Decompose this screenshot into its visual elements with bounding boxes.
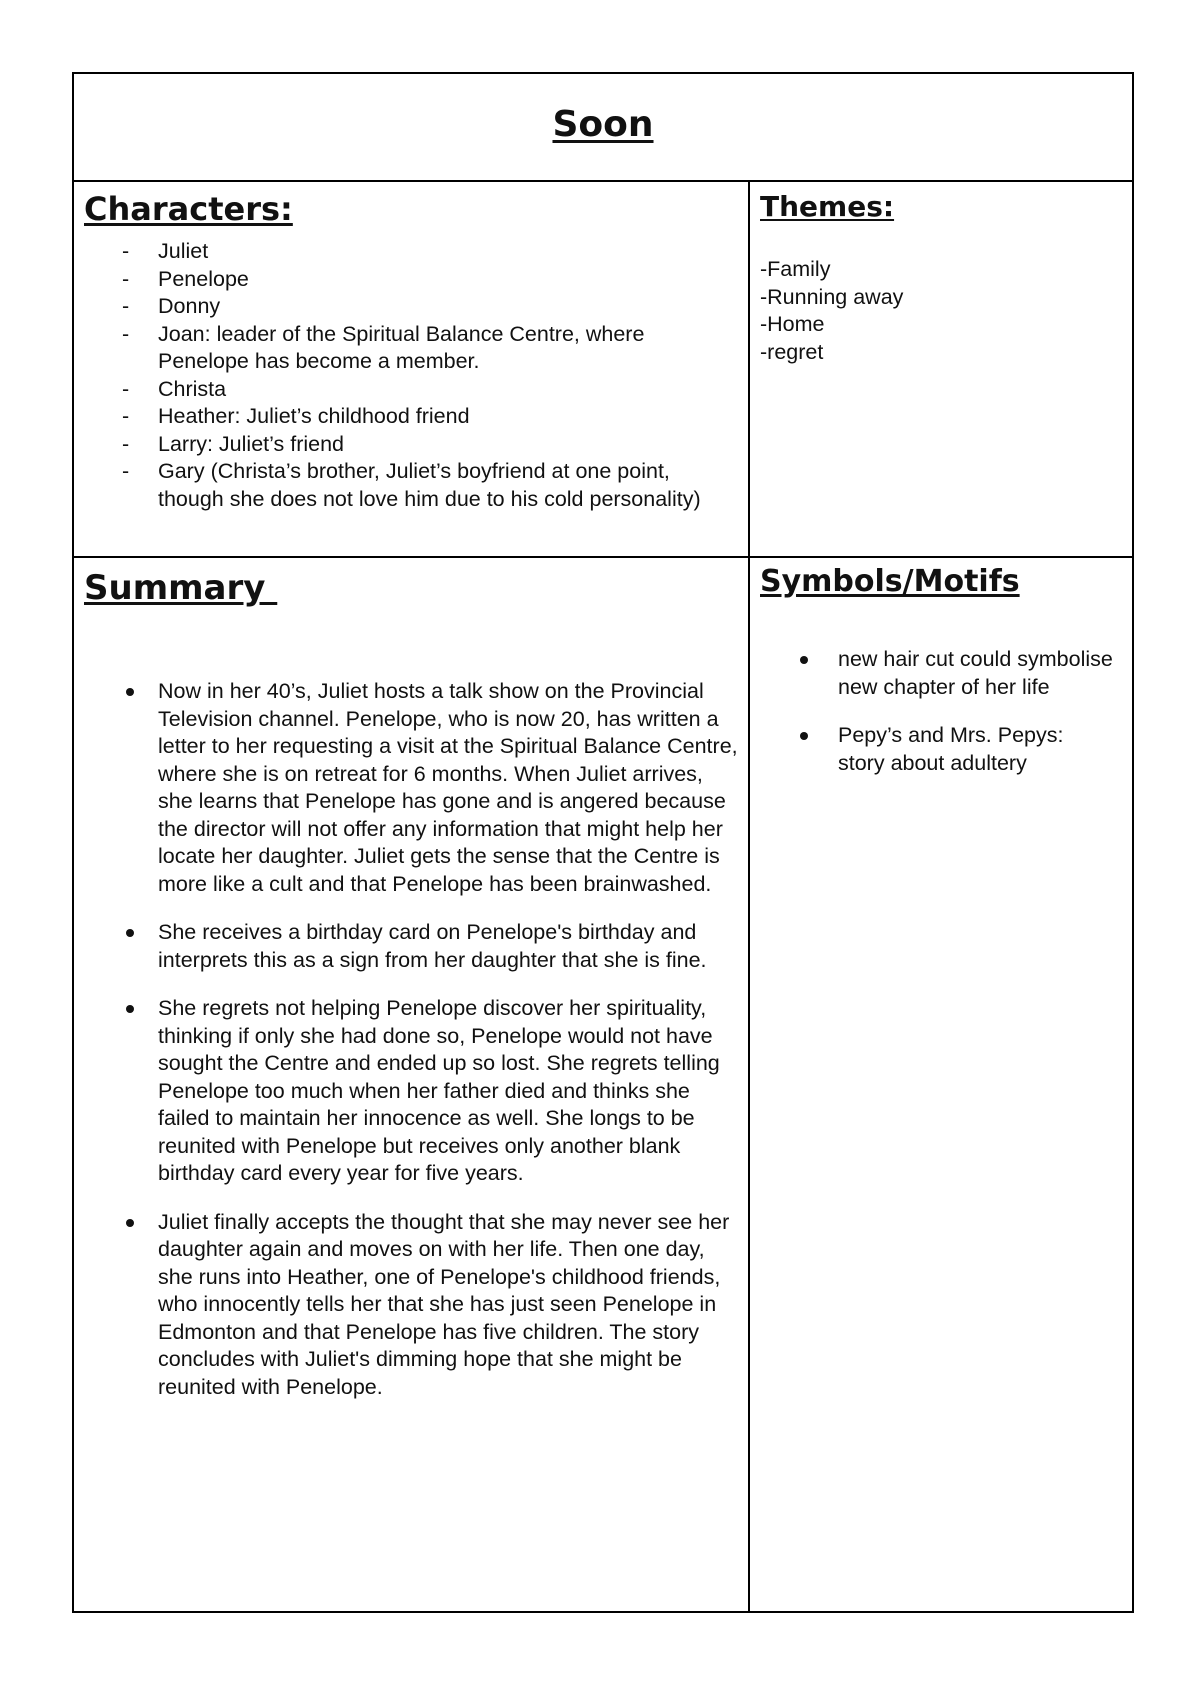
dash-marker: - bbox=[122, 376, 130, 401]
dash-marker: - bbox=[122, 321, 130, 346]
symbol-item: new hair cut could symbolise new chapter of her life bbox=[838, 647, 1113, 699]
symbols-heading: Symbols/Motifs bbox=[760, 564, 1020, 599]
characters-list bbox=[74, 238, 750, 513]
list-item bbox=[750, 722, 1132, 777]
list-item bbox=[74, 995, 750, 1188]
list-item bbox=[74, 238, 750, 266]
dash-marker: - bbox=[122, 266, 130, 291]
list-item bbox=[74, 403, 750, 431]
characters-cell bbox=[74, 182, 750, 558]
bullet-icon bbox=[126, 688, 134, 696]
themes-cell bbox=[750, 182, 1132, 558]
bullet-icon bbox=[800, 732, 808, 740]
bullet-icon bbox=[126, 929, 134, 937]
summary-paragraph: Now in her 40’s, Juliet hosts a talk show on the Provincial Television channel. Penelope, who is now 20, has written a letter to her requesting a visit at the Spiritual Balance Centre, where she is on retreat for 6 months. When Juliet arrives, she learns that Penelope has gone and is angered because the director will not offer any information that might help her locate her daughter. Juliet gets the sense that the Centre is more like a cult and that Penelope has been brainwashed. bbox=[158, 679, 738, 896]
character-name: Larry: Juliet’s friend bbox=[158, 431, 345, 456]
theme-item: -Family bbox=[760, 257, 831, 281]
document-title: Soon bbox=[552, 104, 654, 145]
list-item bbox=[74, 376, 750, 404]
dash-marker: - bbox=[122, 404, 130, 428]
list-item bbox=[74, 266, 750, 294]
summary-paragraph: She regrets not helping Penelope discover her spirituality, thinking if only she had done so, Penelope would not have sought the Centre and ended up so lost. She regrets telling Penelope too much when her father died and thinks she failed to maintain her innocence as well. She longs to be reunited with Penelope but receives only another blank birthday card every year for five years. bbox=[158, 996, 720, 1185]
list-item bbox=[74, 321, 750, 376]
list-item bbox=[74, 458, 750, 513]
list-item bbox=[74, 293, 750, 321]
dash-marker: - bbox=[122, 239, 130, 263]
character-name: Juliet bbox=[158, 239, 209, 263]
title-row bbox=[74, 74, 1132, 182]
summary-table bbox=[72, 72, 1134, 1613]
summary-paragraph: She receives a birthday card on Penelope's birthday and interprets this as a sign from her daughter that she is fine. bbox=[158, 920, 707, 972]
themes-heading: Themes: bbox=[760, 190, 895, 223]
bullet-icon bbox=[126, 1005, 134, 1013]
dash-marker: - bbox=[122, 294, 130, 318]
list-item bbox=[74, 1209, 750, 1402]
list-item bbox=[750, 646, 1132, 701]
symbol-item: Pepy’s and Mrs. Pepys: story about adultery bbox=[838, 723, 1064, 775]
character-name: Donny bbox=[158, 294, 221, 318]
symbols-list bbox=[750, 646, 1132, 798]
summary-cell bbox=[74, 558, 750, 1611]
bullet-icon bbox=[800, 656, 808, 664]
dash-marker: - bbox=[122, 431, 130, 456]
list-item bbox=[74, 678, 750, 898]
dash-marker: - bbox=[122, 459, 130, 483]
character-name: Christa bbox=[158, 376, 227, 401]
characters-heading: Characters: bbox=[84, 190, 293, 228]
character-name: Gary (Christa’s brother, Juliet’s boyfriend at one point, though she does not love him due to his cold personality) bbox=[158, 459, 701, 511]
theme-item: -Running away bbox=[760, 284, 904, 309]
list-item bbox=[74, 919, 750, 974]
summary-heading: Summary bbox=[84, 568, 278, 608]
themes-list bbox=[760, 256, 903, 366]
theme-item: -regret bbox=[760, 339, 824, 364]
summary-paragraph: Juliet finally accepts the thought that she may never see her daughter again and moves on with her life. Then one day, she runs into Heather, one of Penelope's childhood friends, who innocently tells her that she has just seen Penelope in Edmonton and that Penelope has five children. The story concludes with Juliet's dimming hope that she might be reunited with Penelope. bbox=[158, 1209, 730, 1399]
character-name: Penelope bbox=[158, 266, 249, 291]
summary-list bbox=[74, 678, 750, 1422]
theme-item: -Home bbox=[760, 312, 825, 336]
list-item bbox=[74, 431, 750, 459]
character-name: Heather: Juliet’s childhood friend bbox=[158, 404, 470, 428]
character-name: Joan: leader of the Spiritual Balance Centre, where Penelope has become a member. bbox=[158, 321, 645, 373]
symbols-cell bbox=[750, 558, 1132, 1611]
bullet-icon bbox=[126, 1219, 134, 1227]
